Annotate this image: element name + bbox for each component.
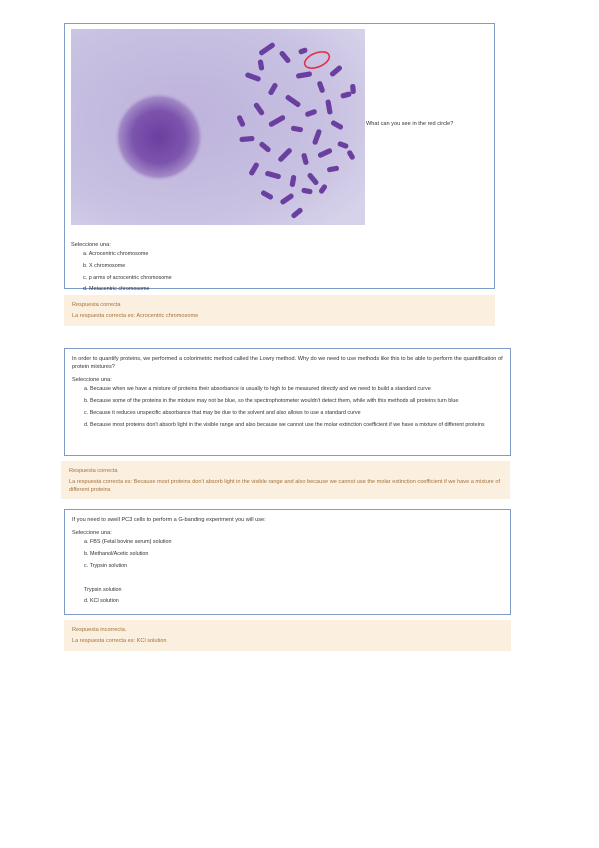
q2-feedback [61, 461, 510, 499]
nucleus [115, 93, 203, 181]
q1-select-label: Seleccione una: [71, 242, 111, 248]
q1-feedback-title: Respuesta correcta [72, 302, 121, 308]
question-2-box [64, 348, 511, 456]
question-1-box [64, 23, 495, 293]
q1-option-a[interactable]: a. Acrocentric chromosome [83, 251, 149, 257]
q3-prompt: If you need to swell PC3 cells to perform a G-banding experiment you will use: [72, 517, 266, 523]
chromosome-mark [350, 84, 356, 94]
q3-option-a[interactable]: a. FBS (Fetal bovine serum) solution [84, 539, 172, 546]
question-3-box [64, 509, 511, 615]
q1-feedback-answer: La respuesta correcta es: Acrocentric chromosome [72, 313, 199, 320]
q3-select-label: Seleccione una: [72, 530, 112, 537]
q1-prompt: What can you see in the red circle? [366, 121, 454, 127]
q2-option-c[interactable]: c. Because it reduces unspecific absorbance that may be due to the solvent and also allows to use a standard curve [84, 409, 361, 416]
q2-select-label: Seleccione una: [72, 377, 112, 384]
q1-answer-area [71, 236, 361, 298]
q2-option-b[interactable]: b. Because some of the proteins in the mixture may not be blue, so the spectrophotometer wouldn't detect them, while with this methods all proteins turn blue [84, 398, 459, 405]
chromosome-spread-image [71, 29, 365, 225]
q3-feedback-title: Respuesta incorrecta. [72, 627, 127, 633]
q2-option-a[interactable]: a. Because when we have a mixture of proteins their absorbance is usually to high to be measured directly and we need to build a standard curve [84, 386, 431, 393]
q1-option-c[interactable]: c. p arms of acrocentric chromosome [83, 274, 172, 281]
q1-feedback [64, 295, 495, 326]
q2-feedback-title: Respuesta correcta [69, 468, 118, 474]
q3-options [72, 539, 503, 606]
q3-option-d[interactable]: d. KCl solution [84, 598, 119, 605]
q2-options [72, 386, 503, 429]
q2-prompt: In order to quantify proteins, we performed a colorimetric method called the Lowry method. Why do we need to use methods like this to be able to perform the quantification of protein mixtures? [72, 356, 503, 371]
q3-spacer [84, 575, 503, 583]
q1-option-d[interactable]: d. Metacentric chromosome [83, 286, 150, 293]
q3-feedback-answer: La respuesta correcta es: KCl solution [72, 638, 167, 645]
q2-feedback-answer: La respuesta correcta es: Because most proteins don't absorb light in the visible range and also because we cannot use the molar extinction coefficient if we have a mixture of different proteins [69, 479, 500, 494]
q3-extra-text: Trypsin solution [84, 586, 122, 593]
q3-feedback [64, 620, 511, 651]
q3-option-b[interactable]: b. Methanol/Acetic solution [84, 550, 149, 557]
q3-option-c[interactable]: c. Trypsin solution [84, 562, 128, 569]
q2-option-d[interactable]: d. Because most proteins don't absorb light in the visible range and also because we cannot use the molar extinction coefficient if we have a mixture of different proteins [84, 421, 485, 428]
q1-option-b[interactable]: b. X chromosome [83, 262, 126, 269]
q1-options [71, 251, 361, 294]
